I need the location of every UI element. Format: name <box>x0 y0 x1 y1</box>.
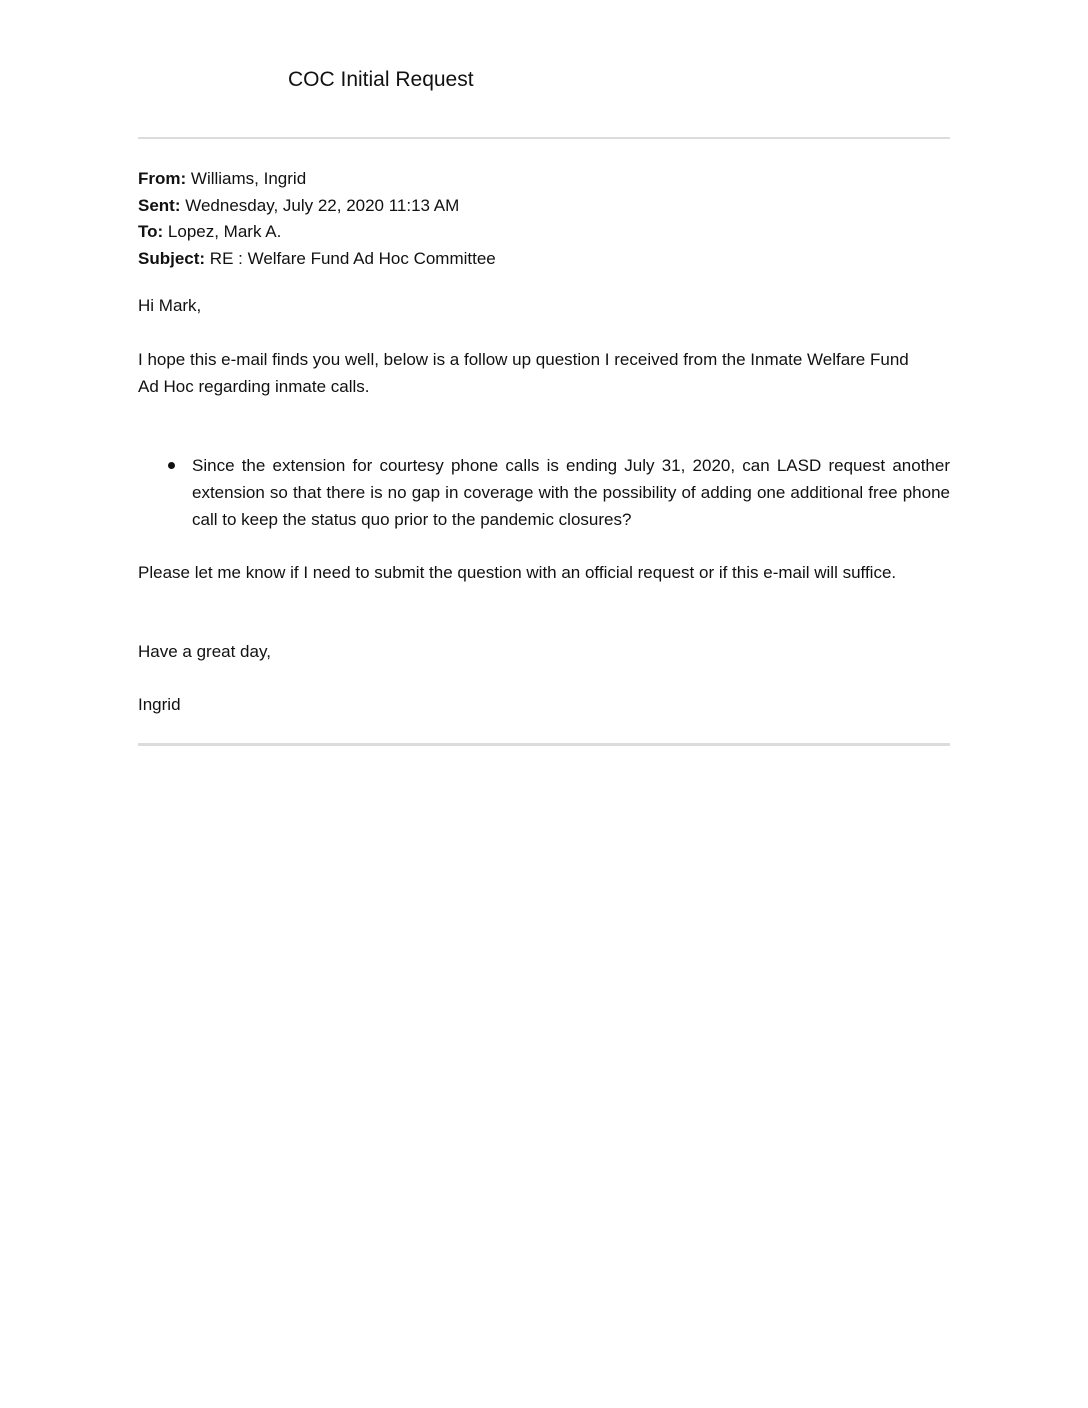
email-signoff: Have a great day, <box>138 642 271 661</box>
email-intro-paragraph: I hope this e-mail finds you well, below is a follow up question I received from the Inmate Welfare Fund Ad Hoc regarding inmate calls. <box>138 350 909 396</box>
email-header <box>138 166 950 272</box>
from-line <box>138 166 950 193</box>
bullet-icon <box>168 462 175 469</box>
to-value: Lopez, Mark A. <box>167 222 282 241</box>
subject-line <box>138 246 950 273</box>
from-value: Williams, Ingrid <box>190 169 307 188</box>
email-signature: Ingrid <box>138 695 181 714</box>
email-greeting: Hi Mark, <box>138 296 202 315</box>
list-item <box>168 452 950 533</box>
question-list <box>168 452 950 533</box>
to-label: To: <box>138 222 164 241</box>
to-line <box>138 219 950 246</box>
from-label: From: <box>138 169 187 188</box>
sent-line <box>138 193 950 220</box>
bullet-text: Since the extension for courtesy phone calls is ending July 31, 2020, can LASD request another extension so that there is no gap in coverage with the possibility of adding one additional free phone call to keep the status quo prior to the pandemic closures? <box>192 456 950 529</box>
bottom-divider <box>138 743 950 746</box>
email-closing-paragraph: Please let me know if I need to submit the question with an official request or if this e-mail will suffice. <box>138 563 897 582</box>
sent-label: Sent: <box>138 195 181 215</box>
top-divider <box>138 137 950 139</box>
subject-value: RE : Welfare Fund Ad Hoc Committee <box>209 248 496 268</box>
subject-label: Subject: <box>138 248 206 268</box>
document-title: COC Initial Request <box>288 68 474 91</box>
sent-value: Wednesday, July 22, 2020 11:13 AM <box>185 195 460 215</box>
